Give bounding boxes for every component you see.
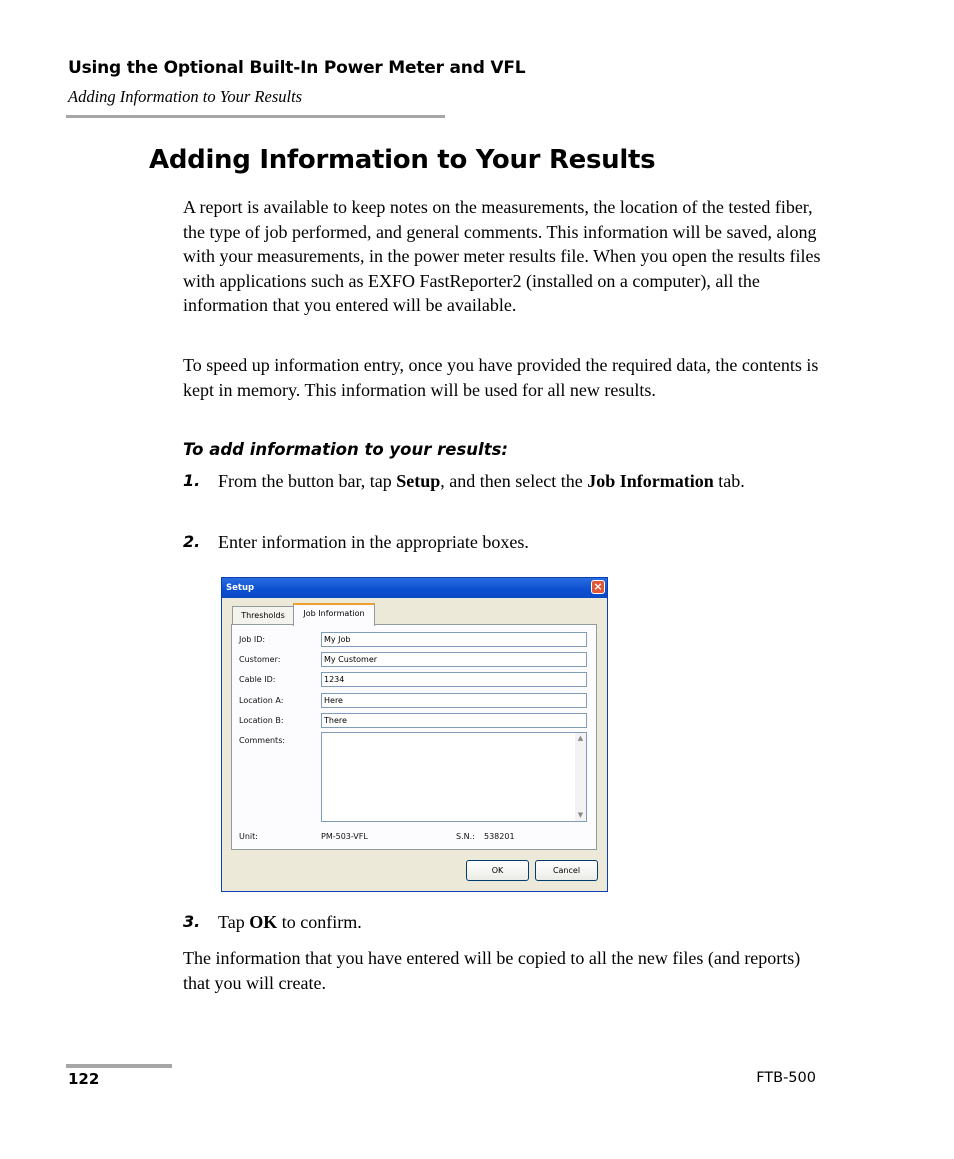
step-text: to confirm. — [277, 912, 362, 932]
comments-scrollbar[interactable] — [575, 733, 586, 821]
unit-value: PM-503-VFL — [321, 832, 368, 841]
unit-label: Unit: — [239, 832, 258, 841]
header-rule — [66, 115, 445, 118]
step-bold-job-information: Job Information — [587, 471, 714, 491]
step-text: Enter information in the appropriate boxes. — [218, 532, 529, 552]
tab-job-information[interactable]: Job Information — [293, 603, 375, 626]
footer-rule — [66, 1064, 172, 1068]
sn-label: S.N.: — [456, 832, 475, 841]
intro-paragraph: A report is available to keep notes on the measurements, the location of the tested fiber, the type of job performed, and general comments. This information will be saved, along with your measurements, in the power meter results file. When you open the results files with applications such as EXFO FastReporter2 (installed on a computer), all the information that you entered will be available. — [183, 197, 821, 316]
step-text: From the button bar, tap — [218, 471, 397, 491]
sn-value: 538201 — [484, 832, 515, 841]
section-heading: Adding Information to Your Results — [149, 145, 656, 175]
closing-paragraph: The information that you have entered will be copied to all the new files (and reports) that you will create. — [183, 948, 801, 993]
step-text: tab. — [713, 471, 745, 491]
comments-textarea[interactable] — [321, 732, 587, 822]
memory-paragraph: To speed up information entry, once you have provided the required data, the contents is kept in memory. This information will be used for all new results. — [183, 355, 819, 400]
step-number: 2. — [183, 532, 201, 551]
tab-thresholds[interactable]: Thresholds — [232, 606, 294, 625]
step-number: 1. — [183, 471, 201, 490]
cancel-button[interactable]: Cancel — [535, 860, 598, 881]
location-b-label: Location B: — [239, 716, 284, 725]
dialog-title-bar — [222, 578, 607, 598]
customer-field[interactable]: My Customer — [321, 652, 587, 667]
step-2 — [183, 530, 823, 555]
dialog-title: Setup — [226, 583, 255, 593]
step-text: Tap — [218, 912, 250, 932]
setup-dialog — [221, 577, 608, 892]
step-1 — [183, 469, 823, 494]
page-number: 122 — [68, 1070, 100, 1088]
close-icon[interactable]: × — [591, 580, 605, 594]
document-id: FTB-500 — [756, 1070, 816, 1086]
comments-label: Comments: — [239, 736, 286, 745]
location-a-label: Location A: — [239, 696, 284, 705]
cable-id-label: Cable ID: — [239, 675, 276, 684]
scroll-down-icon[interactable]: ▼ — [577, 811, 584, 819]
scroll-up-icon[interactable]: ▲ — [577, 734, 584, 742]
job-id-label: Job ID: — [239, 635, 266, 644]
job-id-field[interactable]: My Job — [321, 632, 587, 647]
running-header-subtitle: Adding Information to Your Results — [68, 87, 303, 106]
step-text: , and then select the — [440, 471, 588, 491]
step-bold-setup: Setup — [396, 471, 441, 491]
step-3 — [183, 910, 823, 935]
running-header-title: Using the Optional Built-In Power Meter and VFL — [68, 58, 526, 78]
job-information-panel — [231, 624, 597, 850]
customer-label: Customer: — [239, 655, 281, 664]
step-bold-ok: OK — [249, 912, 278, 932]
ok-button[interactable]: OK — [466, 860, 529, 881]
cable-id-field[interactable]: 1234 — [321, 672, 587, 687]
procedure-title: To add information to your results: — [183, 440, 509, 459]
step-number: 3. — [183, 912, 201, 931]
location-b-field[interactable]: There — [321, 713, 587, 728]
location-a-field[interactable]: Here — [321, 693, 587, 708]
